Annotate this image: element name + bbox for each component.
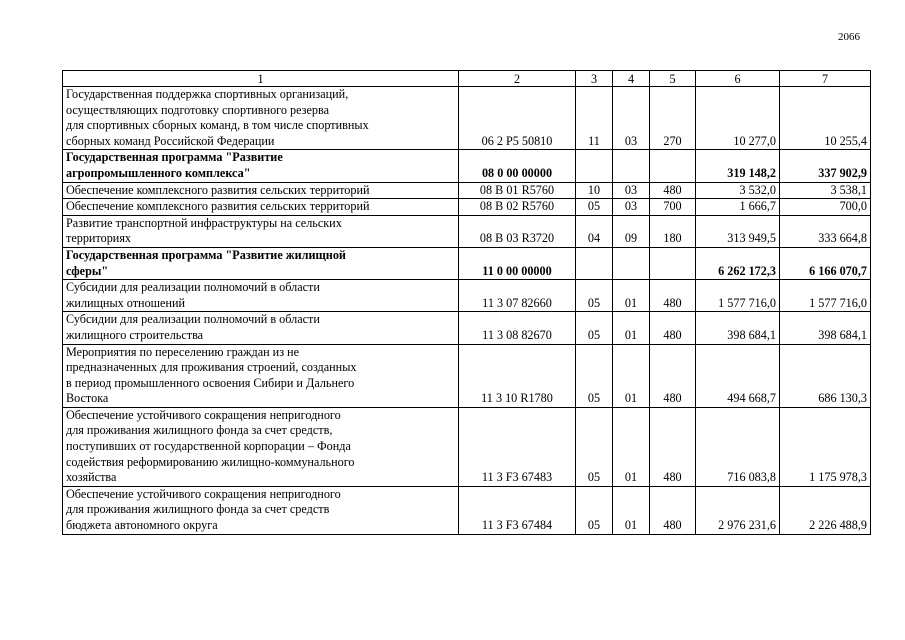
row-name-cell: Государственная программа "Развитие агропромышленного комплекса" [63, 150, 459, 182]
row-code-cell: 06 2 P5 50810 [459, 87, 576, 150]
row-value-7-cell: 333 664,8 [780, 215, 871, 247]
row-value-7-cell: 10 255,4 [780, 87, 871, 150]
row-code-cell: 11 3 10 R1780 [459, 344, 576, 407]
table-row [63, 150, 871, 182]
row-name-cell: Обеспечение комплексного развития сельских территорий [63, 199, 459, 216]
row-type-cell: 480 [650, 280, 696, 312]
row-name-cell: Обеспечение комплексного развития сельских территорий [63, 182, 459, 199]
row-subsection-cell: 09 [613, 215, 650, 247]
row-type-cell: 480 [650, 312, 696, 344]
table-row [63, 182, 871, 199]
table-row [63, 87, 871, 150]
row-code-cell: 08 В 03 R3720 [459, 215, 576, 247]
row-section-cell: 05 [576, 280, 613, 312]
row-name-cell: Субсидии для реализации полномочий в области жилищных отношений [63, 280, 459, 312]
row-type-cell: 480 [650, 486, 696, 534]
row-code-cell: 11 3 F3 67484 [459, 486, 576, 534]
row-value-6-cell: 2 976 231,6 [696, 486, 780, 534]
row-type-cell [650, 247, 696, 279]
row-name-cell: Развитие транспортной инфраструктуры на сельских территориях [63, 215, 459, 247]
row-value-6-cell: 313 949,5 [696, 215, 780, 247]
row-value-6-cell: 3 532,0 [696, 182, 780, 199]
row-value-6-cell: 10 277,0 [696, 87, 780, 150]
table-row [63, 344, 871, 407]
budget-table [62, 70, 871, 535]
row-subsection-cell: 01 [613, 344, 650, 407]
row-value-6-cell: 494 668,7 [696, 344, 780, 407]
row-code-cell: 08 В 02 R5760 [459, 199, 576, 216]
row-subsection-cell: 01 [613, 407, 650, 486]
header-cell: 5 [650, 71, 696, 87]
row-type-cell: 480 [650, 182, 696, 199]
table-row [63, 215, 871, 247]
row-code-cell: 11 3 07 82660 [459, 280, 576, 312]
row-value-7-cell: 337 902,9 [780, 150, 871, 182]
row-section-cell [576, 150, 613, 182]
row-value-6-cell: 1 577 716,0 [696, 280, 780, 312]
row-section-cell: 05 [576, 312, 613, 344]
table-row [63, 247, 871, 279]
header-cell: 1 [63, 71, 459, 87]
row-code-cell: 11 0 00 00000 [459, 247, 576, 279]
row-subsection-cell [613, 247, 650, 279]
row-section-cell [576, 247, 613, 279]
row-name-cell: Государственная программа "Развитие жилищной сферы" [63, 247, 459, 279]
row-value-6-cell: 6 262 172,3 [696, 247, 780, 279]
header-cell: 2 [459, 71, 576, 87]
row-value-7-cell: 398 684,1 [780, 312, 871, 344]
row-name-cell: Обеспечение устойчивого сокращения непригодного для проживания жилищного фонда за счет средств, поступивших от государственной корпорации – Фонда содействия реформированию жилищно-коммунального хозяйства [63, 407, 459, 486]
row-section-cell: 04 [576, 215, 613, 247]
row-value-7-cell: 700,0 [780, 199, 871, 216]
row-value-6-cell: 1 666,7 [696, 199, 780, 216]
page-number: 2066 [838, 31, 860, 43]
table-row [63, 280, 871, 312]
row-value-7-cell: 686 130,3 [780, 344, 871, 407]
row-section-cell: 05 [576, 199, 613, 216]
row-name-cell: Субсидии для реализации полномочий в области жилищного строительства [63, 312, 459, 344]
row-name-cell: Мероприятия по переселению граждан из не предназначенных для проживания строений, созданных в период промышленного освоения Сибири и Дальнего Востока [63, 344, 459, 407]
row-section-cell: 10 [576, 182, 613, 199]
row-subsection-cell: 03 [613, 199, 650, 216]
row-name-cell: Государственная поддержка спортивных организаций, осуществляющих подготовку спортивного резерва для спортивных сборных команд, в том числе спортивных сборных команд Российской Федерации [63, 87, 459, 150]
row-subsection-cell: 01 [613, 280, 650, 312]
header-cell: 4 [613, 71, 650, 87]
row-value-7-cell: 1 577 716,0 [780, 280, 871, 312]
row-subsection-cell: 01 [613, 486, 650, 534]
row-section-cell: 05 [576, 344, 613, 407]
row-type-cell: 480 [650, 344, 696, 407]
row-type-cell: 700 [650, 199, 696, 216]
table-row [63, 312, 871, 344]
row-value-7-cell: 1 175 978,3 [780, 407, 871, 486]
row-subsection-cell [613, 150, 650, 182]
row-section-cell: 05 [576, 407, 613, 486]
row-subsection-cell: 03 [613, 87, 650, 150]
row-value-6-cell: 319 148,2 [696, 150, 780, 182]
table-row [63, 486, 871, 534]
header-cell: 7 [780, 71, 871, 87]
row-code-cell: 11 3 F3 67483 [459, 407, 576, 486]
row-type-cell: 180 [650, 215, 696, 247]
row-value-7-cell: 3 538,1 [780, 182, 871, 199]
row-section-cell: 11 [576, 87, 613, 150]
row-value-6-cell: 398 684,1 [696, 312, 780, 344]
table-header-row [63, 71, 871, 87]
row-type-cell: 480 [650, 407, 696, 486]
row-type-cell [650, 150, 696, 182]
header-cell: 6 [696, 71, 780, 87]
row-value-6-cell: 716 083,8 [696, 407, 780, 486]
row-value-7-cell: 2 226 488,9 [780, 486, 871, 534]
row-section-cell: 05 [576, 486, 613, 534]
row-type-cell: 270 [650, 87, 696, 150]
row-subsection-cell: 01 [613, 312, 650, 344]
row-code-cell: 08 В 01 R5760 [459, 182, 576, 199]
table-row [63, 199, 871, 216]
row-code-cell: 11 3 08 82670 [459, 312, 576, 344]
row-value-7-cell: 6 166 070,7 [780, 247, 871, 279]
table-row [63, 407, 871, 486]
row-subsection-cell: 03 [613, 182, 650, 199]
row-code-cell: 08 0 00 00000 [459, 150, 576, 182]
row-name-cell: Обеспечение устойчивого сокращения непригодного для проживания жилищного фонда за счет средств бюджета автономного округа [63, 486, 459, 534]
header-cell: 3 [576, 71, 613, 87]
